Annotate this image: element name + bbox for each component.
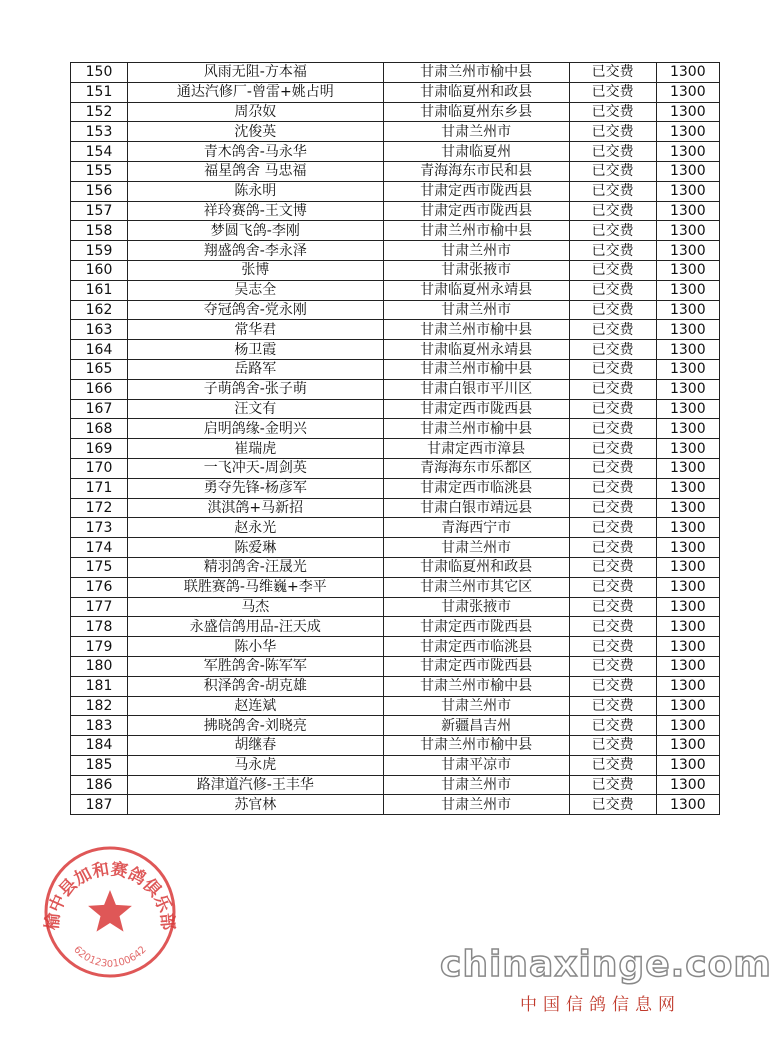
region-cell: 甘肃定西市陇西县 xyxy=(383,399,569,419)
fee-amount-cell: 1300 xyxy=(656,696,719,716)
fee-amount-cell: 1300 xyxy=(656,359,719,379)
row-number-cell: 171 xyxy=(71,478,128,498)
table-row xyxy=(71,419,720,439)
region-cell: 青海海东市乐都区 xyxy=(383,458,569,478)
table-row xyxy=(71,716,720,736)
row-number-cell: 170 xyxy=(71,458,128,478)
participant-name-cell: 军胜鸽舍-陈军军 xyxy=(128,656,384,676)
table-row xyxy=(71,359,720,379)
fee-amount-cell: 1300 xyxy=(656,518,719,538)
fee-amount-cell: 1300 xyxy=(656,795,719,815)
payment-status-cell: 已交费 xyxy=(569,379,656,399)
payment-status-cell: 已交费 xyxy=(569,419,656,439)
participant-name-cell: 陈爱琳 xyxy=(128,538,384,558)
registration-table xyxy=(70,62,720,815)
participant-name-cell: 启明鸽缘-金明兴 xyxy=(128,419,384,439)
fee-amount-cell: 1300 xyxy=(656,656,719,676)
fee-amount-cell: 1300 xyxy=(656,241,719,261)
fee-amount-cell: 1300 xyxy=(656,340,719,360)
fee-amount-cell: 1300 xyxy=(656,63,719,83)
table-row xyxy=(71,597,720,617)
participant-name-cell: 常华君 xyxy=(128,320,384,340)
payment-status-cell: 已交费 xyxy=(569,181,656,201)
fee-amount-cell: 1300 xyxy=(656,478,719,498)
fee-amount-cell: 1300 xyxy=(656,300,719,320)
participant-name-cell: 赵永光 xyxy=(128,518,384,538)
row-number-cell: 186 xyxy=(71,775,128,795)
registration-table-body xyxy=(71,63,720,815)
participant-name-cell: 陈小华 xyxy=(128,637,384,657)
row-number-cell: 180 xyxy=(71,656,128,676)
payment-status-cell: 已交费 xyxy=(569,260,656,280)
payment-status-cell: 已交费 xyxy=(569,280,656,300)
table-row xyxy=(71,498,720,518)
row-number-cell: 182 xyxy=(71,696,128,716)
table-row xyxy=(71,518,720,538)
row-number-cell: 184 xyxy=(71,736,128,756)
participant-name-cell: 积泽鸽舍-胡克雄 xyxy=(128,676,384,696)
region-cell: 甘肃平凉市 xyxy=(383,755,569,775)
table-row xyxy=(71,320,720,340)
row-number-cell: 158 xyxy=(71,221,128,241)
region-cell: 甘肃兰州市榆中县 xyxy=(383,676,569,696)
row-number-cell: 178 xyxy=(71,617,128,637)
fee-amount-cell: 1300 xyxy=(656,221,719,241)
region-cell: 甘肃白银市靖远县 xyxy=(383,498,569,518)
region-cell: 甘肃临夏州 xyxy=(383,142,569,162)
region-cell: 甘肃定西市陇西县 xyxy=(383,181,569,201)
row-number-cell: 185 xyxy=(71,755,128,775)
payment-status-cell: 已交费 xyxy=(569,399,656,419)
row-number-cell: 160 xyxy=(71,260,128,280)
row-number-cell: 181 xyxy=(71,676,128,696)
row-number-cell: 153 xyxy=(71,122,128,142)
fee-amount-cell: 1300 xyxy=(656,617,719,637)
payment-status-cell: 已交费 xyxy=(569,518,656,538)
table-row xyxy=(71,557,720,577)
row-number-cell: 156 xyxy=(71,181,128,201)
region-cell: 甘肃临夏州和政县 xyxy=(383,557,569,577)
row-number-cell: 175 xyxy=(71,557,128,577)
payment-status-cell: 已交费 xyxy=(569,736,656,756)
participant-name-cell: 岳路军 xyxy=(128,359,384,379)
table-row xyxy=(71,696,720,716)
fee-amount-cell: 1300 xyxy=(656,161,719,181)
fee-amount-cell: 1300 xyxy=(656,122,719,142)
region-cell: 甘肃定西市漳县 xyxy=(383,439,569,459)
payment-status-cell: 已交费 xyxy=(569,102,656,122)
participant-name-cell: 淇淇鸽+马新招 xyxy=(128,498,384,518)
participant-name-cell: 风雨无阻-方本福 xyxy=(128,63,384,83)
region-cell: 甘肃临夏州永靖县 xyxy=(383,340,569,360)
row-number-cell: 163 xyxy=(71,320,128,340)
svg-text:6201230100642: 6201230100642 xyxy=(71,944,149,970)
fee-amount-cell: 1300 xyxy=(656,775,719,795)
row-number-cell: 161 xyxy=(71,280,128,300)
row-number-cell: 187 xyxy=(71,795,128,815)
fee-amount-cell: 1300 xyxy=(656,498,719,518)
row-number-cell: 168 xyxy=(71,419,128,439)
fee-amount-cell: 1300 xyxy=(656,419,719,439)
fee-amount-cell: 1300 xyxy=(656,458,719,478)
row-number-cell: 154 xyxy=(71,142,128,162)
participant-name-cell: 一飞冲天-周剑英 xyxy=(128,458,384,478)
participant-name-cell: 精羽鸽舍-汪晟光 xyxy=(128,557,384,577)
region-cell: 甘肃兰州市 xyxy=(383,696,569,716)
participant-name-cell: 永盛信鸽用品-汪天成 xyxy=(128,617,384,637)
participant-name-cell: 子萌鸽舍-张子萌 xyxy=(128,379,384,399)
payment-status-cell: 已交费 xyxy=(569,498,656,518)
row-number-cell: 173 xyxy=(71,518,128,538)
region-cell: 甘肃兰州市 xyxy=(383,122,569,142)
region-cell: 甘肃临夏州和政县 xyxy=(383,82,569,102)
participant-name-cell: 马杰 xyxy=(128,597,384,617)
payment-status-cell: 已交费 xyxy=(569,221,656,241)
row-number-cell: 169 xyxy=(71,439,128,459)
table-row xyxy=(71,379,720,399)
table-row xyxy=(71,795,720,815)
payment-status-cell: 已交费 xyxy=(569,241,656,261)
table-row xyxy=(71,201,720,221)
row-number-cell: 166 xyxy=(71,379,128,399)
region-cell: 青海西宁市 xyxy=(383,518,569,538)
table-row xyxy=(71,340,720,360)
participant-name-cell: 翔盛鸽舍-李永泽 xyxy=(128,241,384,261)
participant-name-cell: 青木鸽舍-马永华 xyxy=(128,142,384,162)
row-number-cell: 150 xyxy=(71,63,128,83)
table-row xyxy=(71,439,720,459)
table-row xyxy=(71,478,720,498)
row-number-cell: 176 xyxy=(71,577,128,597)
table-row xyxy=(71,458,720,478)
row-number-cell: 172 xyxy=(71,498,128,518)
participant-name-cell: 吴志全 xyxy=(128,280,384,300)
region-cell: 甘肃兰州市其它区 xyxy=(383,577,569,597)
table-row xyxy=(71,102,720,122)
region-cell: 甘肃兰州市 xyxy=(383,795,569,815)
fee-amount-cell: 1300 xyxy=(656,379,719,399)
table-row xyxy=(71,181,720,201)
payment-status-cell: 已交费 xyxy=(569,142,656,162)
table-row xyxy=(71,241,720,261)
payment-status-cell: 已交费 xyxy=(569,755,656,775)
payment-status-cell: 已交费 xyxy=(569,201,656,221)
region-cell: 甘肃兰州市榆中县 xyxy=(383,320,569,340)
payment-status-cell: 已交费 xyxy=(569,676,656,696)
row-number-cell: 162 xyxy=(71,300,128,320)
table-row xyxy=(71,775,720,795)
table-row xyxy=(71,617,720,637)
row-number-cell: 179 xyxy=(71,637,128,657)
participant-name-cell: 赵连斌 xyxy=(128,696,384,716)
payment-status-cell: 已交费 xyxy=(569,577,656,597)
region-cell: 甘肃定西市陇西县 xyxy=(383,656,569,676)
region-cell: 甘肃兰州市 xyxy=(383,300,569,320)
payment-status-cell: 已交费 xyxy=(569,122,656,142)
row-number-cell: 159 xyxy=(71,241,128,261)
region-cell: 甘肃临夏州东乡县 xyxy=(383,102,569,122)
participant-name-cell: 联胜赛鸽-马维巍+李平 xyxy=(128,577,384,597)
fee-amount-cell: 1300 xyxy=(656,260,719,280)
fee-amount-cell: 1300 xyxy=(656,716,719,736)
region-cell: 甘肃定西市陇西县 xyxy=(383,617,569,637)
payment-status-cell: 已交费 xyxy=(569,300,656,320)
participant-name-cell: 拂晓鸽舍-刘晓亮 xyxy=(128,716,384,736)
table-row xyxy=(71,637,720,657)
participant-name-cell: 路津道汽修-王丰华 xyxy=(128,775,384,795)
participant-name-cell: 汪文有 xyxy=(128,399,384,419)
region-cell: 甘肃兰州市榆中县 xyxy=(383,359,569,379)
region-cell: 甘肃张掖市 xyxy=(383,260,569,280)
region-cell: 青海海东市民和县 xyxy=(383,161,569,181)
fee-amount-cell: 1300 xyxy=(656,755,719,775)
table-row xyxy=(71,676,720,696)
watermark-text: chinaxinge.com xyxy=(440,944,772,985)
payment-status-cell: 已交费 xyxy=(569,557,656,577)
region-cell: 甘肃兰州市 xyxy=(383,241,569,261)
region-cell: 甘肃兰州市 xyxy=(383,775,569,795)
payment-status-cell: 已交费 xyxy=(569,359,656,379)
payment-status-cell: 已交费 xyxy=(569,439,656,459)
fee-amount-cell: 1300 xyxy=(656,82,719,102)
table-row xyxy=(71,63,720,83)
participant-name-cell: 福星鸽舍 马忠福 xyxy=(128,161,384,181)
fee-amount-cell: 1300 xyxy=(656,577,719,597)
participant-name-cell: 崔瑞虎 xyxy=(128,439,384,459)
participant-name-cell: 勇夺先锋-杨彦军 xyxy=(128,478,384,498)
table-row xyxy=(71,300,720,320)
table-row xyxy=(71,142,720,162)
table-row xyxy=(71,656,720,676)
fee-amount-cell: 1300 xyxy=(656,181,719,201)
region-cell: 甘肃兰州市榆中县 xyxy=(383,736,569,756)
row-number-cell: 167 xyxy=(71,399,128,419)
region-cell: 甘肃兰州市榆中县 xyxy=(383,63,569,83)
participant-name-cell: 陈永明 xyxy=(128,181,384,201)
fee-amount-cell: 1300 xyxy=(656,439,719,459)
table-row xyxy=(71,260,720,280)
table-row xyxy=(71,755,720,775)
row-number-cell: 183 xyxy=(71,716,128,736)
row-number-cell: 157 xyxy=(71,201,128,221)
table-row xyxy=(71,280,720,300)
table-row xyxy=(71,122,720,142)
fee-amount-cell: 1300 xyxy=(656,280,719,300)
payment-status-cell: 已交费 xyxy=(569,656,656,676)
row-number-cell: 155 xyxy=(71,161,128,181)
table-row xyxy=(71,736,720,756)
row-number-cell: 165 xyxy=(71,359,128,379)
row-number-cell: 174 xyxy=(71,538,128,558)
club-seal-stamp xyxy=(40,842,180,982)
payment-status-cell: 已交费 xyxy=(569,716,656,736)
payment-status-cell: 已交费 xyxy=(569,458,656,478)
table-row xyxy=(71,221,720,241)
payment-status-cell: 已交费 xyxy=(569,696,656,716)
participant-name-cell: 张博 xyxy=(128,260,384,280)
row-number-cell: 164 xyxy=(71,340,128,360)
row-number-cell: 177 xyxy=(71,597,128,617)
region-cell: 甘肃定西市临洮县 xyxy=(383,478,569,498)
participant-name-cell: 夺冠鸽舍-党永刚 xyxy=(128,300,384,320)
region-cell: 新疆昌吉州 xyxy=(383,716,569,736)
payment-status-cell: 已交费 xyxy=(569,597,656,617)
table-row xyxy=(71,161,720,181)
payment-status-cell: 已交费 xyxy=(569,795,656,815)
participant-name-cell: 祥玲赛鸽-王文博 xyxy=(128,201,384,221)
participant-name-cell: 沈俊英 xyxy=(128,122,384,142)
star-icon xyxy=(88,890,132,932)
region-cell: 甘肃白银市平川区 xyxy=(383,379,569,399)
table-row xyxy=(71,399,720,419)
region-cell: 甘肃兰州市 xyxy=(383,538,569,558)
svg-text:榆中县加和赛鸽俱乐部: 榆中县加和赛鸽俱乐部 xyxy=(42,859,178,932)
payment-status-cell: 已交费 xyxy=(569,340,656,360)
region-cell: 甘肃兰州市榆中县 xyxy=(383,419,569,439)
fee-amount-cell: 1300 xyxy=(656,320,719,340)
region-cell: 甘肃临夏州永靖县 xyxy=(383,280,569,300)
region-cell: 甘肃定西市陇西县 xyxy=(383,201,569,221)
payment-status-cell: 已交费 xyxy=(569,63,656,83)
participant-name-cell: 通达汽修厂-曾雷+姚占明 xyxy=(128,82,384,102)
fee-amount-cell: 1300 xyxy=(656,399,719,419)
watermark-subtitle: 中国信鸽信息网 xyxy=(520,995,681,1015)
region-cell: 甘肃定西市临洮县 xyxy=(383,637,569,657)
participant-name-cell: 梦圆飞鸽-李刚 xyxy=(128,221,384,241)
table-row xyxy=(71,82,720,102)
payment-status-cell: 已交费 xyxy=(569,775,656,795)
fee-amount-cell: 1300 xyxy=(656,597,719,617)
fee-amount-cell: 1300 xyxy=(656,736,719,756)
row-number-cell: 152 xyxy=(71,102,128,122)
fee-amount-cell: 1300 xyxy=(656,538,719,558)
payment-status-cell: 已交费 xyxy=(569,478,656,498)
fee-amount-cell: 1300 xyxy=(656,557,719,577)
payment-status-cell: 已交费 xyxy=(569,82,656,102)
payment-status-cell: 已交费 xyxy=(569,637,656,657)
payment-status-cell: 已交费 xyxy=(569,617,656,637)
payment-status-cell: 已交费 xyxy=(569,161,656,181)
fee-amount-cell: 1300 xyxy=(656,142,719,162)
table-row xyxy=(71,577,720,597)
participant-name-cell: 苏官林 xyxy=(128,795,384,815)
participant-name-cell: 杨卫霞 xyxy=(128,340,384,360)
fee-amount-cell: 1300 xyxy=(656,637,719,657)
participant-name-cell: 周尕奴 xyxy=(128,102,384,122)
fee-amount-cell: 1300 xyxy=(656,102,719,122)
region-cell: 甘肃兰州市榆中县 xyxy=(383,221,569,241)
payment-status-cell: 已交费 xyxy=(569,538,656,558)
fee-amount-cell: 1300 xyxy=(656,201,719,221)
region-cell: 甘肃张掖市 xyxy=(383,597,569,617)
participant-name-cell: 马永虎 xyxy=(128,755,384,775)
row-number-cell: 151 xyxy=(71,82,128,102)
payment-status-cell: 已交费 xyxy=(569,320,656,340)
table-row xyxy=(71,538,720,558)
fee-amount-cell: 1300 xyxy=(656,676,719,696)
participant-name-cell: 胡继春 xyxy=(128,736,384,756)
